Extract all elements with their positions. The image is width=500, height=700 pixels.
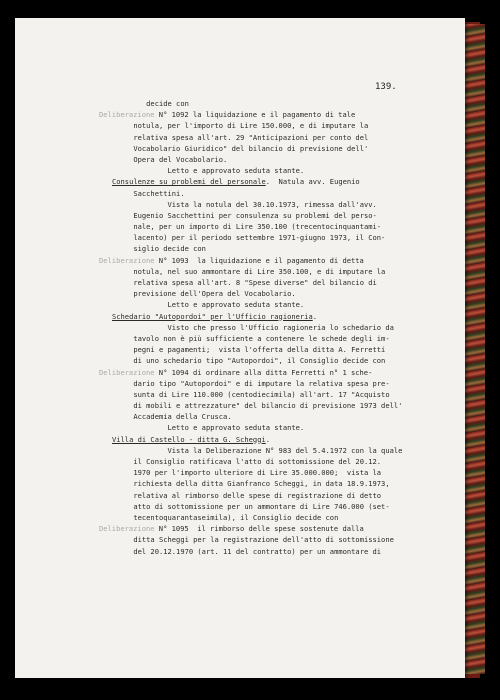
text-line	[112, 478, 430, 489]
text-line	[112, 299, 430, 310]
text-line	[112, 132, 430, 143]
text-line	[112, 389, 430, 400]
text-line	[112, 355, 430, 366]
line-text: notula, nel suo ammontare di Lire 350.100, e di imputare la	[112, 266, 386, 276]
text-line	[112, 501, 430, 512]
deliberazione-stamp: Deliberazione	[99, 367, 155, 377]
line-text: siglio decide con	[112, 244, 206, 254]
line-text: lacento) per il periodo settembre 1971-giugno 1973, il Con-	[112, 233, 386, 243]
text-line	[112, 232, 430, 243]
text-line	[112, 165, 430, 176]
line-text: Letto e approvato seduta stante.	[112, 166, 305, 176]
text-line	[112, 210, 430, 221]
text-line	[112, 221, 430, 232]
line-text: Opera del Vocabolario.	[112, 154, 228, 164]
line-text: Vista la Deliberazione N° 983 del 5.4.1972 con la quale	[112, 445, 403, 455]
line-text: del 20.12.1970 (art. 11 del contratto) per un ammontare di	[112, 546, 382, 556]
line-text: relativa spesa all'art. 29 "Anticipazioni per conto del	[112, 132, 369, 142]
text-line	[112, 344, 430, 355]
line-text: previsione dell'Opera del Vocabolario.	[112, 289, 296, 299]
text-line	[112, 199, 430, 210]
text-line	[112, 98, 430, 109]
text-line	[112, 490, 430, 501]
text-line	[112, 322, 430, 333]
line-text: Sacchettini.	[112, 188, 185, 198]
text-line	[112, 456, 430, 467]
text-line	[112, 176, 430, 187]
line-text: N° 1094 di ordinare alla ditta Ferretti n° 1 sche-	[154, 367, 373, 377]
text-line	[112, 266, 430, 277]
typed-text-body	[99, 98, 430, 557]
line-text: Vocabolario Giuridico" del bilancio di previsione dell'	[112, 143, 369, 153]
text-line	[112, 243, 430, 254]
line-text: N° 1095 il rimborso delle spese sostenute dalla	[154, 524, 364, 534]
line-text: notula, per l'importo di Lire 150.000, e di imputare la	[112, 121, 369, 131]
line-text: tecentoquarantaseimila), il Consiglio decide con	[112, 512, 339, 522]
line-text: relativa spesa all'art. 8 "Spese diverse" del bilancio di	[112, 278, 377, 287]
line-text: decide con	[112, 99, 189, 108]
text-line	[112, 546, 430, 557]
line-text: .	[265, 434, 271, 444]
text-line	[112, 512, 430, 523]
text-line	[112, 120, 430, 131]
text-line	[112, 288, 430, 299]
line-text: nale, per un importo di Lire 350.100 (trecentocinquantami-	[112, 222, 382, 232]
line-text: Visto che presso l'Ufficio ragioneria lo schedario da	[112, 322, 394, 332]
line-text: Letto e approvato seduta stante.	[112, 423, 305, 433]
text-line	[112, 333, 430, 344]
deliberazione-stamp: Deliberazione	[99, 255, 155, 265]
text-line	[112, 400, 430, 411]
line-text: il Consiglio ratificava l'atto di sottomissione del 20.12.	[112, 457, 382, 466]
line-text: pegni e pagamenti; vista l'offerta della ditta A. Ferretti	[112, 345, 386, 355]
line-text: Eugenio Sacchettini per consulenza su problemi del perso-	[112, 210, 377, 220]
section-heading: Villa di Castello - ditta G. Scheggi	[112, 434, 266, 444]
line-text: N° 1092 la liquidazione e il pagamento di tale	[154, 110, 356, 120]
line-text: Letto e approvato seduta stante.	[112, 300, 305, 310]
line-text: di mobili e attrezzature" del bilancio di previsione 1973 dell'	[112, 401, 403, 411]
line-text: Vista la notula del 30.10.1973, rimessa dall'avv.	[112, 199, 377, 209]
line-text: .	[312, 311, 318, 321]
line-text: . Natula avv. Eugenio	[265, 177, 360, 187]
line-text: Accademia della Crusca.	[112, 412, 232, 422]
line-text: richiesta della ditta Gianfranco Scheggi, in data 18.9.1973,	[112, 479, 390, 489]
text-line	[112, 434, 430, 445]
section-heading: Consulenze su problemi del personale	[112, 177, 266, 187]
line-text: relativa al rimborso delle spese di registrazione di detto	[112, 490, 382, 500]
section-heading: Schedario "Autopordoi" per l'Ufficio ragioneria	[112, 311, 313, 321]
line-text: di uno schedario tipo "Autopordoi", il Consiglio decide con	[112, 356, 386, 366]
line-text: dario tipo "Autopordoi" e di imputare la relativa spesa pre-	[112, 378, 390, 388]
text-line	[112, 445, 430, 456]
text-line	[112, 154, 430, 165]
text-line	[112, 467, 430, 478]
text-line	[112, 534, 430, 545]
text-line	[99, 523, 430, 534]
line-text: sunta di Lire 110.000 (centodiecimila) all'art. 17 "Acquisto	[112, 389, 390, 399]
line-text: 1970 per l'importo ulteriore di Lire 35.000.000; vista la	[112, 468, 382, 478]
text-line	[112, 277, 430, 288]
text-line	[99, 255, 430, 266]
text-line	[112, 422, 430, 433]
text-line	[112, 378, 430, 389]
page-number: 139.	[375, 82, 397, 92]
line-text: atto di sottomissione per un ammontare di Lire 746.000 (set-	[112, 501, 390, 511]
text-line	[112, 411, 430, 422]
text-line	[112, 188, 430, 199]
line-text: ditta Scheggi per la registrazione dell'atto di sottomissione	[112, 535, 394, 545]
text-line	[112, 143, 430, 154]
text-line	[99, 367, 430, 378]
line-text: tavolo non è più sufficiente a contenere le schede degli im-	[112, 333, 390, 343]
deliberazione-stamp: Deliberazione	[99, 110, 155, 120]
text-line	[112, 311, 430, 322]
line-text: N° 1093 la liquidazione e il pagamento di detta	[154, 255, 364, 265]
deliberazione-stamp: Deliberazione	[99, 524, 155, 534]
text-line	[99, 109, 430, 120]
